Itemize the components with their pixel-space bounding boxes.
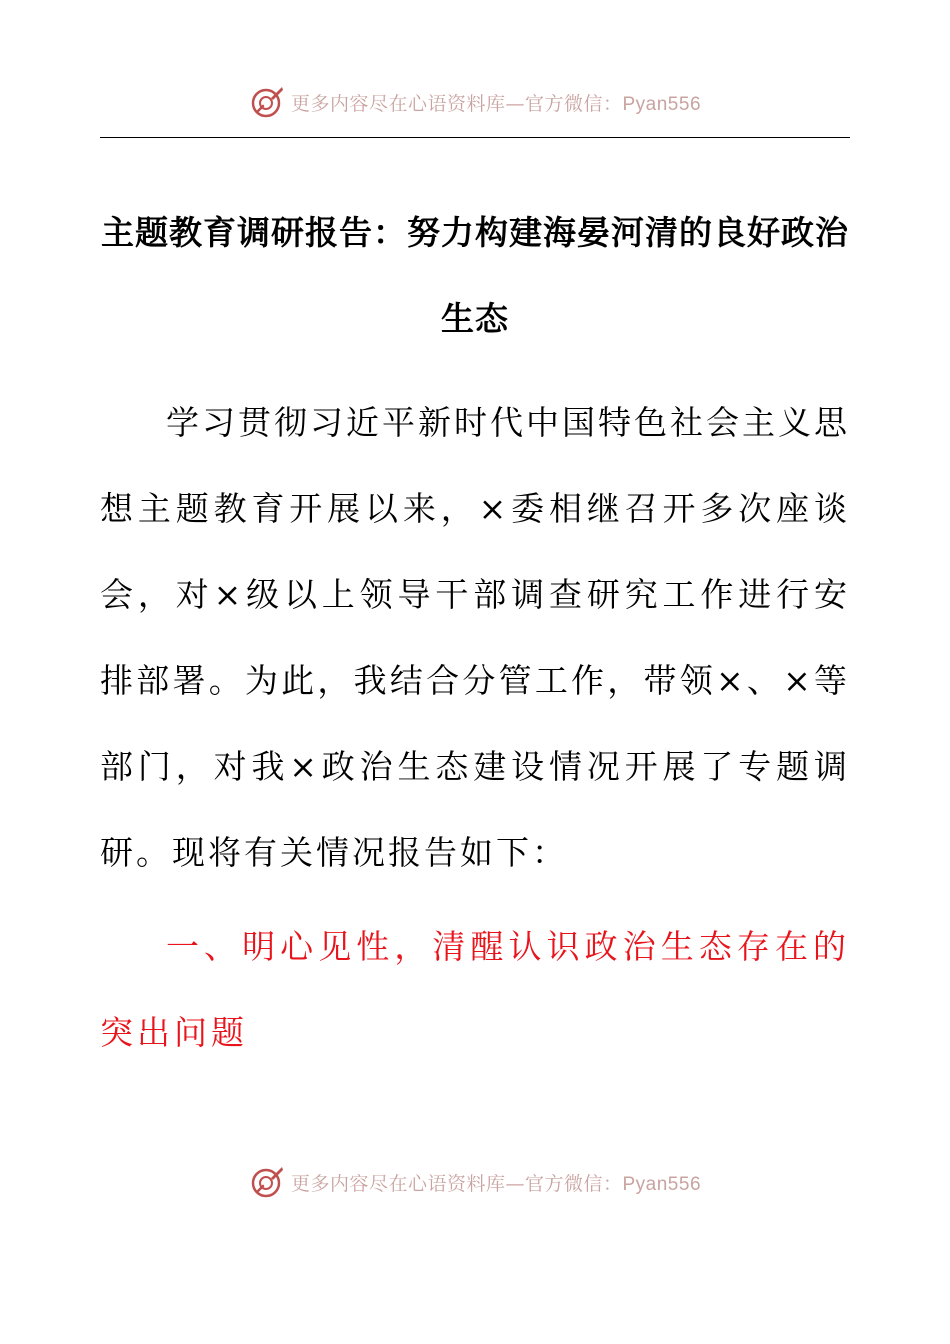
watermark-text: 更多内容尽在心语资料库—官方微信：Pyan556 xyxy=(290,1172,702,1195)
header-watermark xyxy=(0,82,950,122)
section-heading: 一、明心见性，清醒认识政治生态存在的突出问题 xyxy=(100,927,850,1052)
header-divider xyxy=(100,137,850,138)
body-paragraph: 学习贯彻习近平新时代中国特色社会主义思想主题教育开展以来，×委相继召开多次座谈会，对×级以上领导干部调查研究工作进行安排部署。为此，我结合分管工作，带领×、×等部门，对我×政治生态建设情况开展了专题调研。现将有关情况报告如下： xyxy=(100,403,850,872)
pen-logo-icon xyxy=(249,1164,285,1200)
footer-watermark xyxy=(0,1162,950,1202)
document-title: 主题教育调研报告：努力构建海晏河清的良好政治生态 xyxy=(101,213,849,338)
pen-logo-icon xyxy=(249,84,285,120)
watermark-text: 更多内容尽在心语资料库—官方微信：Pyan556 xyxy=(290,92,702,115)
